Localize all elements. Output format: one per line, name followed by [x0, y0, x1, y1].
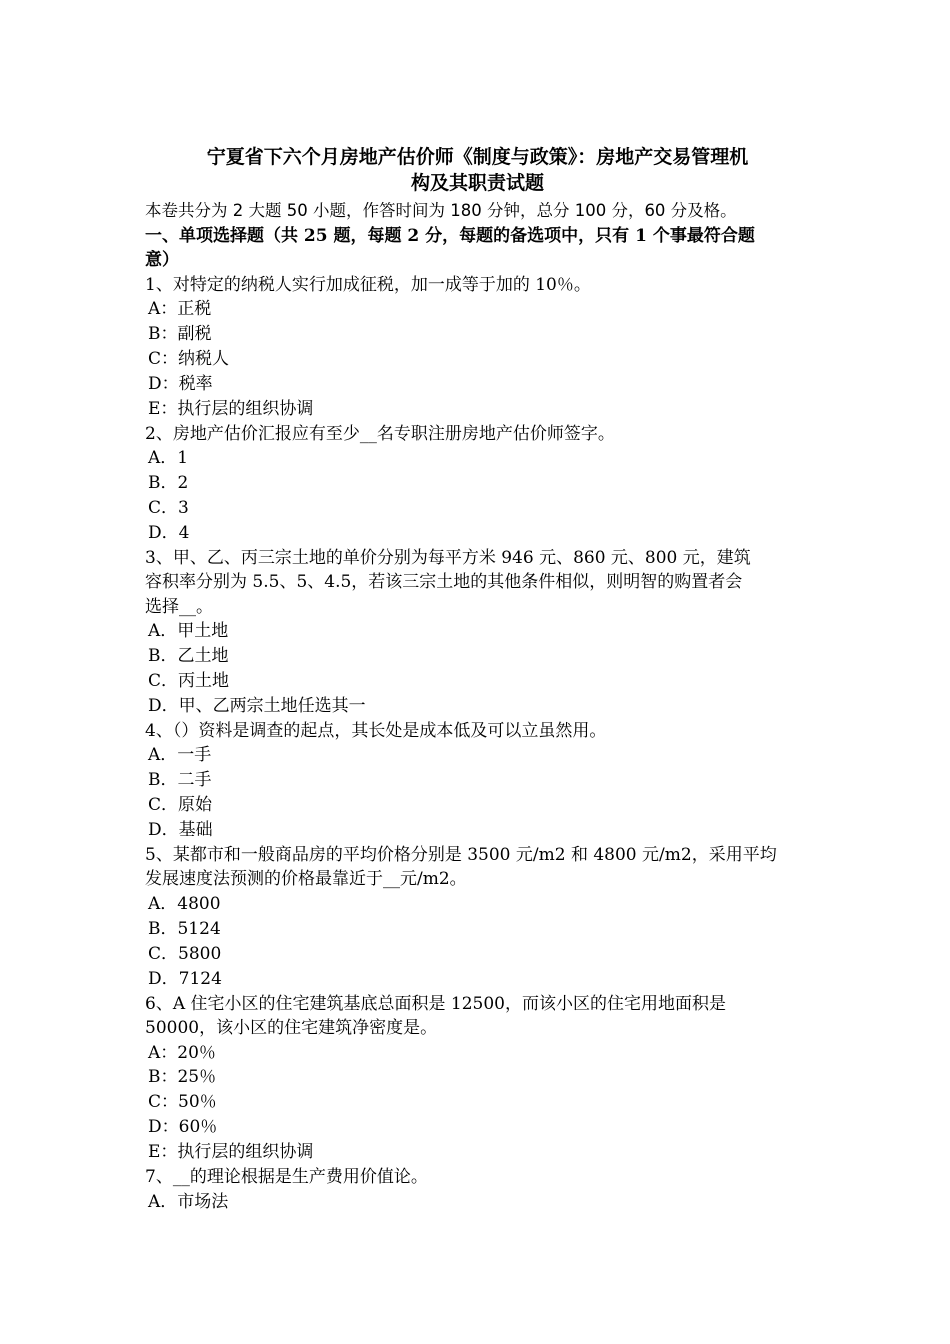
answer-option: C．3: [148, 497, 189, 518]
title-line-2: 构及其职责试题: [410, 172, 544, 194]
question-stem: [145, 843, 810, 892]
question-block: [145, 1165, 810, 1214]
question-block: [145, 992, 810, 1166]
question-stem-line: 3、甲、乙、丙三宗土地的单价分别为每平方米 946 元、860 元、800 元，建筑: [145, 547, 751, 568]
title-line-1: 宁夏省下六个月房地产估价师《制度与政策》：房地产交易管理机: [206, 146, 749, 168]
exam-intro: 本卷共分为 2 大题 50 小题，作答时间为 180 分钟，总分 100 分，60 分及格。: [145, 201, 737, 220]
answer-option: C：50％: [148, 1092, 217, 1113]
question-stem-line: 选择__。: [145, 596, 213, 617]
answer-option: C．原始: [148, 795, 213, 816]
question-stem: [145, 1165, 810, 1190]
answer-option: C．5800: [148, 943, 222, 964]
answer-option: B．二手: [148, 770, 212, 791]
answer-option: A：正税: [148, 299, 212, 319]
answer-option: B．5124: [148, 918, 221, 939]
answer-option: D．4: [148, 522, 190, 543]
question-stem: [145, 273, 810, 298]
answer-option: D．7124: [148, 968, 222, 989]
question-list: [145, 273, 810, 1215]
question-stem-line: 4、（）资料是调查的起点，其长处是成本低及可以立虽然用。: [145, 720, 607, 741]
question-stem-line: 7、__的理论根据是生产费用价值论。: [145, 1167, 428, 1188]
section-heading: [145, 224, 810, 273]
answer-option: E：执行层的组织协调: [148, 398, 314, 419]
question-block: [145, 843, 810, 992]
answer-option: D．甲、乙两宗土地任选其一: [148, 695, 366, 716]
answer-option: A：20％: [148, 1042, 216, 1063]
question-stem-line: 5、某都市和一般商品房的平均价格分别是 3500 元/m2 和 4800 元/m2，采用平均: [145, 844, 777, 865]
question-stem-line: 50000，该小区的住宅建筑净密度是。: [145, 1018, 438, 1039]
answer-option: A．一手: [148, 745, 212, 766]
document-title: [145, 144, 810, 196]
answer-option: B．乙土地: [148, 646, 229, 667]
question-stem: [145, 422, 810, 447]
answer-option: A．1: [148, 448, 189, 469]
question-stem: [145, 546, 810, 620]
answer-option: A．市场法: [148, 1191, 229, 1212]
answer-option: A．4800: [148, 893, 221, 914]
question-stem: [145, 719, 810, 744]
question-stem-line: 2、房地产估价汇报应有至少__名专职注册房地产估价师签字。: [145, 423, 615, 444]
answer-option: D．基础: [148, 820, 213, 840]
answer-option: B：25％: [148, 1067, 217, 1088]
question-stem-line: 1、对特定的纳税人实行加成征税，加一成等于加的 10％。: [145, 274, 591, 295]
question-block: [145, 422, 810, 546]
question-block: [145, 546, 810, 719]
question-stem-line: 发展速度法预测的价格最靠近于__元/m2。: [145, 869, 467, 890]
section-line-1: 一、单项选择题（共 25 题，每题 2 分，每题的备选项中，只有 1 个事最符合题: [145, 225, 755, 246]
question-stem: [145, 992, 810, 1041]
answer-option: C．丙土地: [148, 670, 230, 691]
answer-option: E：执行层的组织协调: [148, 1142, 314, 1163]
document-content: [145, 144, 810, 1214]
section-line-2: 意）: [145, 250, 179, 270]
answer-option: B．2: [148, 472, 189, 493]
question-stem-line: 6、A 住宅小区的住宅建筑基底总面积是 12500，而该小区的住宅用地面积是: [145, 993, 726, 1014]
question-block: [145, 719, 810, 843]
answer-option: D：税率: [148, 373, 213, 394]
answer-option: C：纳税人: [148, 348, 230, 369]
answer-option: D：60％: [148, 1117, 218, 1138]
answer-option: B：副税: [148, 323, 212, 344]
question-stem-line: 容积率分别为 5.5、5、4.5，若该三宗土地的其他条件相似，则明智的购置者会: [145, 572, 743, 593]
question-block: [145, 273, 810, 422]
answer-option: A．甲土地: [148, 621, 229, 642]
